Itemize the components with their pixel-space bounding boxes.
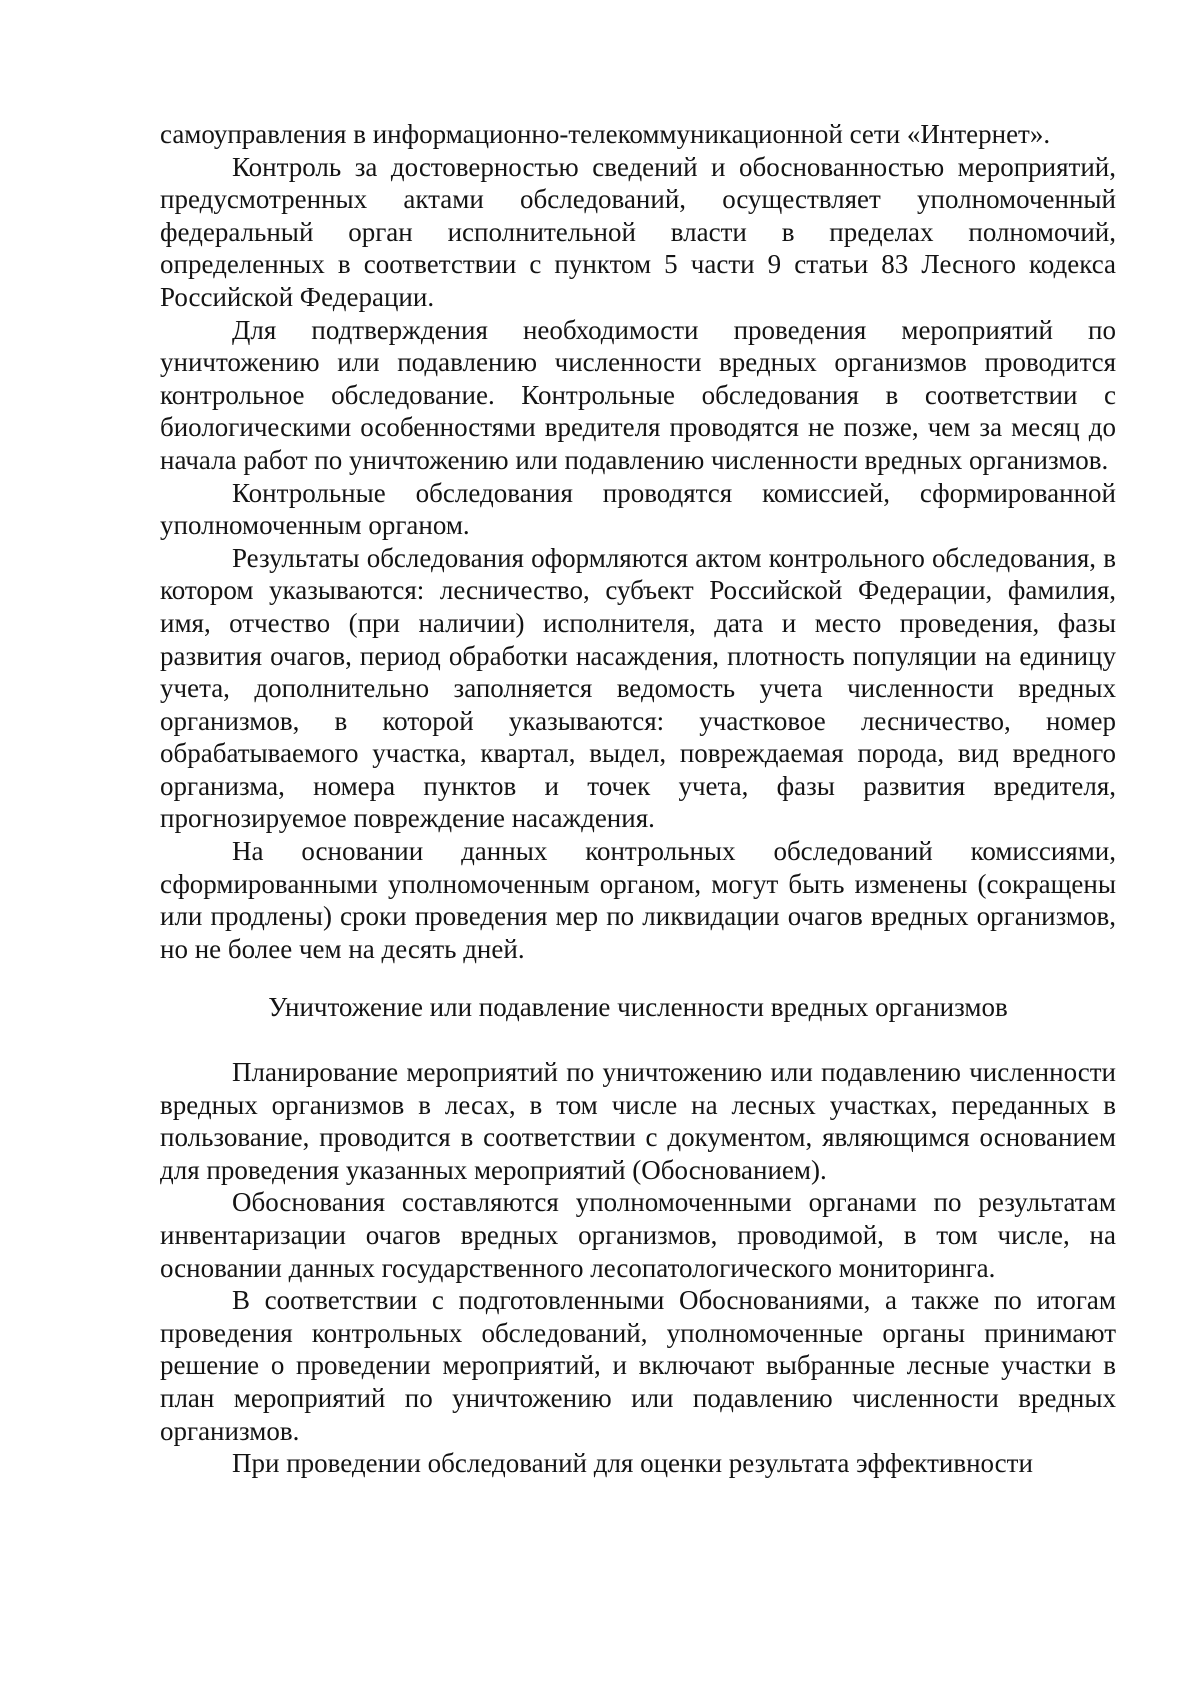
paragraph-efficiency: При проведении обследований для оценки результата эффективности <box>232 1448 1033 1479</box>
paragraph-commission: Контрольные обследования проводятся комиссией, сформированной уполномоченным органом. <box>160 477 1116 541</box>
paragraph-confirmation: Для подтверждения необходимости проведения мероприятий по уничтожению или подавлению численности вредных организмов проводится контрольное обследование. Контрольные обследования в соответствии с биологическими особенностями вредителя проводятся не позже, чем за месяц до начала работ по уничтожению или подавлению численности вредных организмов. <box>160 314 1116 475</box>
paragraph-decision: В соответствии с подготовленными Обоснованиями, а также по итогам проведения контрольных обследований, уполномоченные органы принимают решение о проведении мероприятий, и включают выбранные лесные участки в план мероприятий по уничтожению или подавлению численности вредных организмов. <box>160 1285 1116 1446</box>
paragraph-planning: Планирование мероприятий по уничтожению или подавлению численности вредных организмов в лесах, в том числе на лесных участках, переданных в пользование, проводится в соответствии с документом, являющимся основанием для проведения указанных мероприятий (Обоснованием). <box>160 1057 1116 1185</box>
paragraph-control: Контроль за достоверностью сведений и обоснованностью мероприятий, предусмотренных актами обследований, осуществляет уполномоченный федеральный орган исполнительной власти в пределах полномочий, определенных в соответствии с пунктом 5 части 9 статьи 83 Лесного кодекса Российской Федерации. <box>160 151 1116 312</box>
paragraph-results: Результаты обследования оформляются актом контрольного обследования, в котором указываются: лесничество, субъект Российской Федерации, фамилия, имя, отчество (при наличии) исполнителя, дата и место проведения, фазы развития очагов, период обработки насаждения, плотность популяции на единицу учета, дополнительно заполняется ведомость учета численности вредных организмов, в которой указываются: участковое лесничество, номер обрабатываемого участка, квартал, выдел, повреждаемая порода, вид вредного организма, номера пунктов и точек учета, фазы развития вредителя, прогнозируемое повреждение насаждения. <box>160 542 1116 834</box>
document-body <box>160 118 1116 1480</box>
paragraph-basis: На основании данных контрольных обследований комиссиями, сформированными уполномоченным органом, могут быть изменены (сокращены или продлены) сроки проведения мер по ликвидации очагов вредных организмов, но не более чем на десять дней. <box>160 836 1116 964</box>
section-heading: Уничтожение или подавление численности вредных организмов <box>268 992 1008 1023</box>
paragraph-continuation: самоуправления в информационно-телекоммуникационной сети «Интернет». <box>160 119 1051 149</box>
paragraph-justifications: Обоснования составляются уполномоченными органами по результатам инвентаризации очагов вредных организмов, проводимой, в том числе, на основании данных государственного лесопатологического мониторинга. <box>160 1187 1116 1283</box>
